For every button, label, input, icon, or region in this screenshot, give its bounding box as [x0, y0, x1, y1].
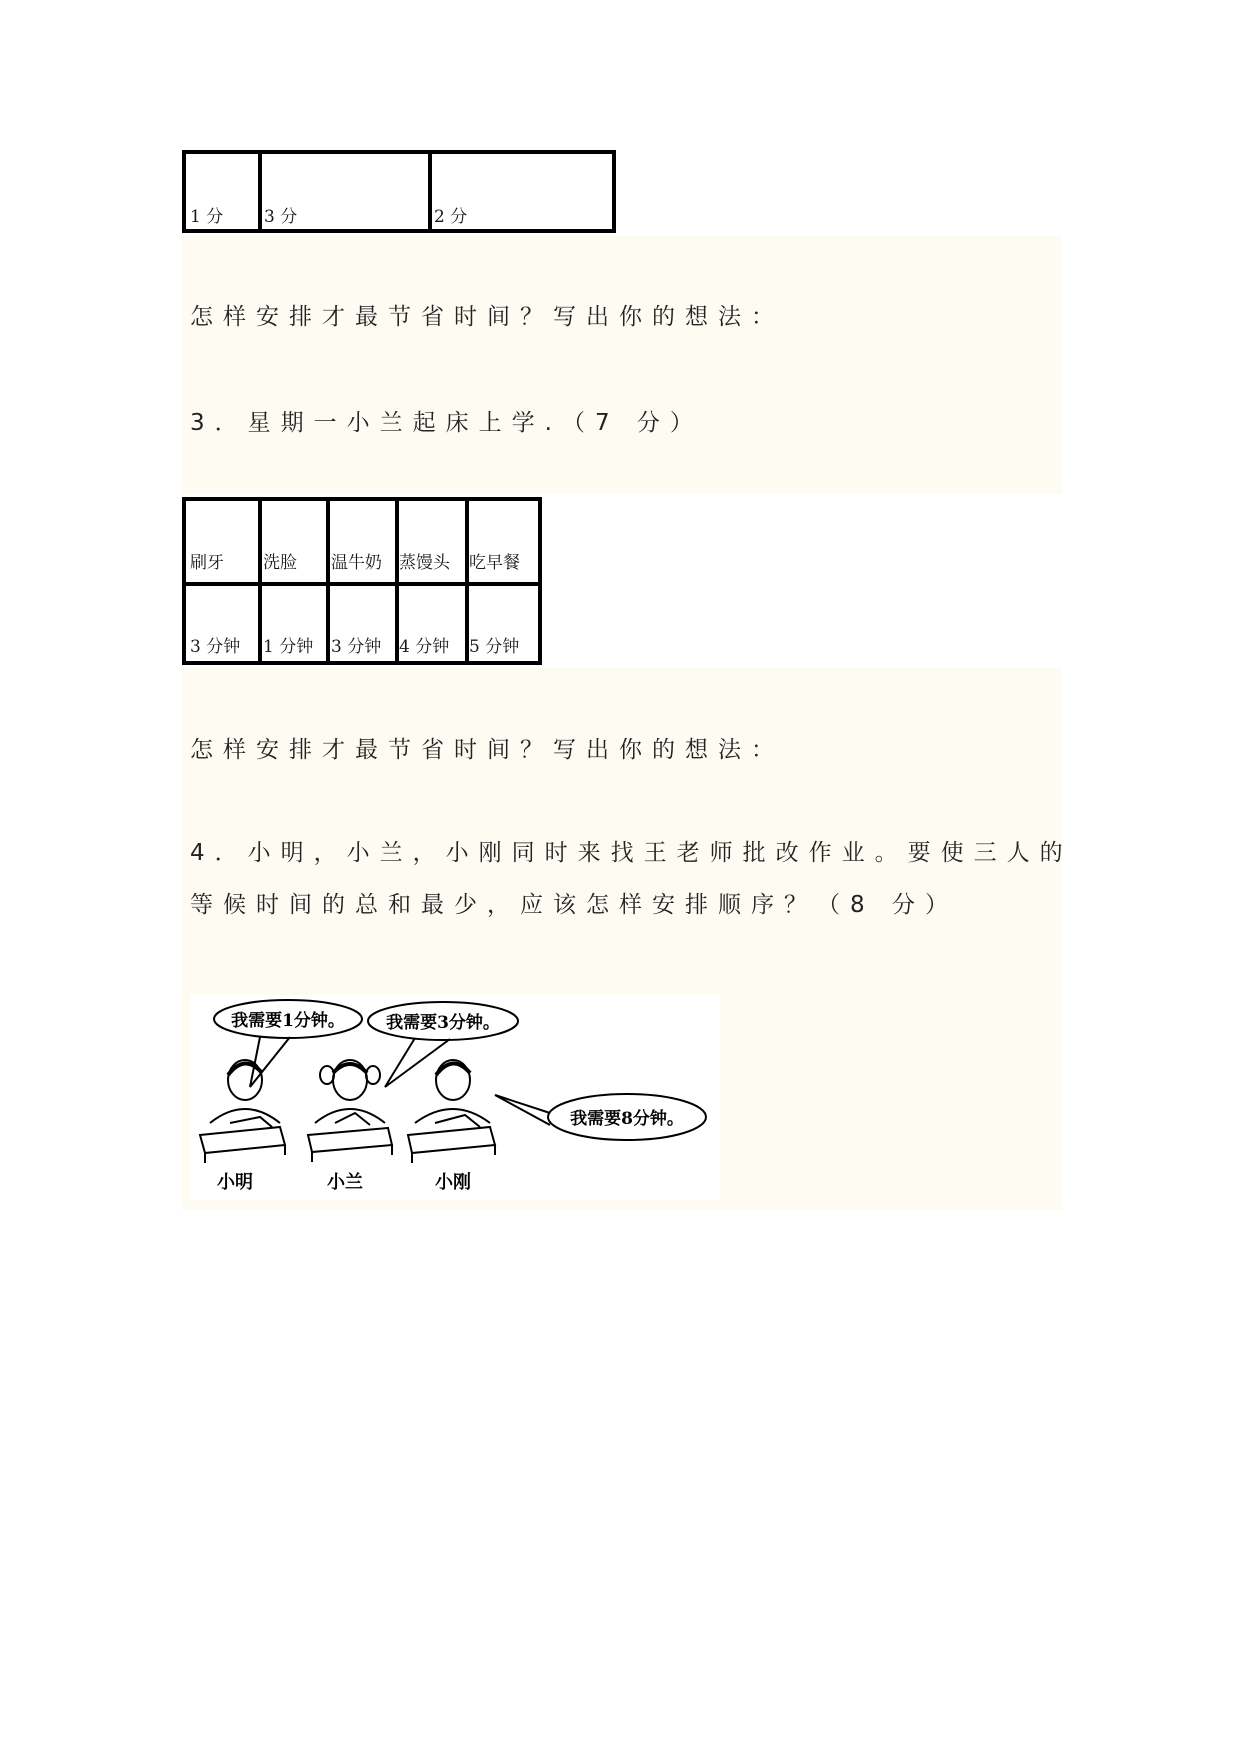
- time-wash-face: 1 分钟: [263, 637, 314, 657]
- name-xiaogang: 小刚: [435, 1172, 471, 1193]
- question-panel-top: [182, 236, 1062, 494]
- time-warm-milk: 3 分钟: [331, 637, 382, 657]
- question-prompt-2: 怎样安排才最节省时间？写出你的想法：: [190, 737, 784, 763]
- morning-task-table: [182, 497, 542, 665]
- name-xiaolan: 小兰: [327, 1172, 363, 1193]
- table1-cell-3: 2 分: [434, 207, 468, 227]
- time-table-1: [182, 150, 616, 233]
- task-warm-milk: 温牛奶: [331, 553, 382, 573]
- table1-divider: [428, 154, 432, 229]
- question-4-line-2: 等候时间的总和最少，应该怎样安排顺序？（8 分）: [190, 892, 958, 918]
- student-xiaoming: [200, 1060, 285, 1163]
- question-3-title: 3．星期一小兰起床上学.（7 分）: [190, 410, 703, 436]
- students-illustration: [190, 995, 720, 1200]
- question-prompt-1: 怎样安排才最节省时间？写出你的想法：: [190, 304, 784, 330]
- question-4-line-1: 4．小明，小兰，小刚同时来找王老师批改作业。要使三人的: [190, 840, 1073, 866]
- table2-row-divider: [186, 582, 538, 586]
- time-steam-buns: 4 分钟: [399, 637, 450, 657]
- task-brush-teeth: 刷牙: [190, 553, 224, 573]
- table1-cell-1: 1 分: [190, 207, 224, 227]
- name-xiaoming: 小明: [217, 1172, 253, 1193]
- table2-divider: [258, 501, 262, 661]
- task-eat-breakfast: 吃早餐: [469, 553, 520, 573]
- bubble-text-2: 我需要3分钟。: [386, 1013, 500, 1033]
- speech-bubble-1-tail: [250, 1037, 290, 1087]
- table1-cell-2: 3 分: [264, 207, 298, 227]
- table1-divider: [258, 154, 262, 229]
- student-xiaolan: [308, 1060, 392, 1162]
- time-eat-breakfast: 5 分钟: [469, 637, 520, 657]
- speech-bubble-3-tail: [495, 1095, 550, 1125]
- task-steam-buns: 蒸馒头: [399, 553, 450, 573]
- table2-divider: [326, 501, 330, 661]
- bubble-text-3: 我需要8分钟。: [570, 1109, 684, 1129]
- students-drawing: [190, 995, 720, 1200]
- student-xiaogang: [408, 1060, 495, 1163]
- time-brush-teeth: 3 分钟: [190, 637, 241, 657]
- bubble-text-1: 我需要1分钟。: [231, 1011, 345, 1031]
- task-wash-face: 洗脸: [263, 553, 297, 573]
- speech-bubble-2-tail: [385, 1038, 450, 1087]
